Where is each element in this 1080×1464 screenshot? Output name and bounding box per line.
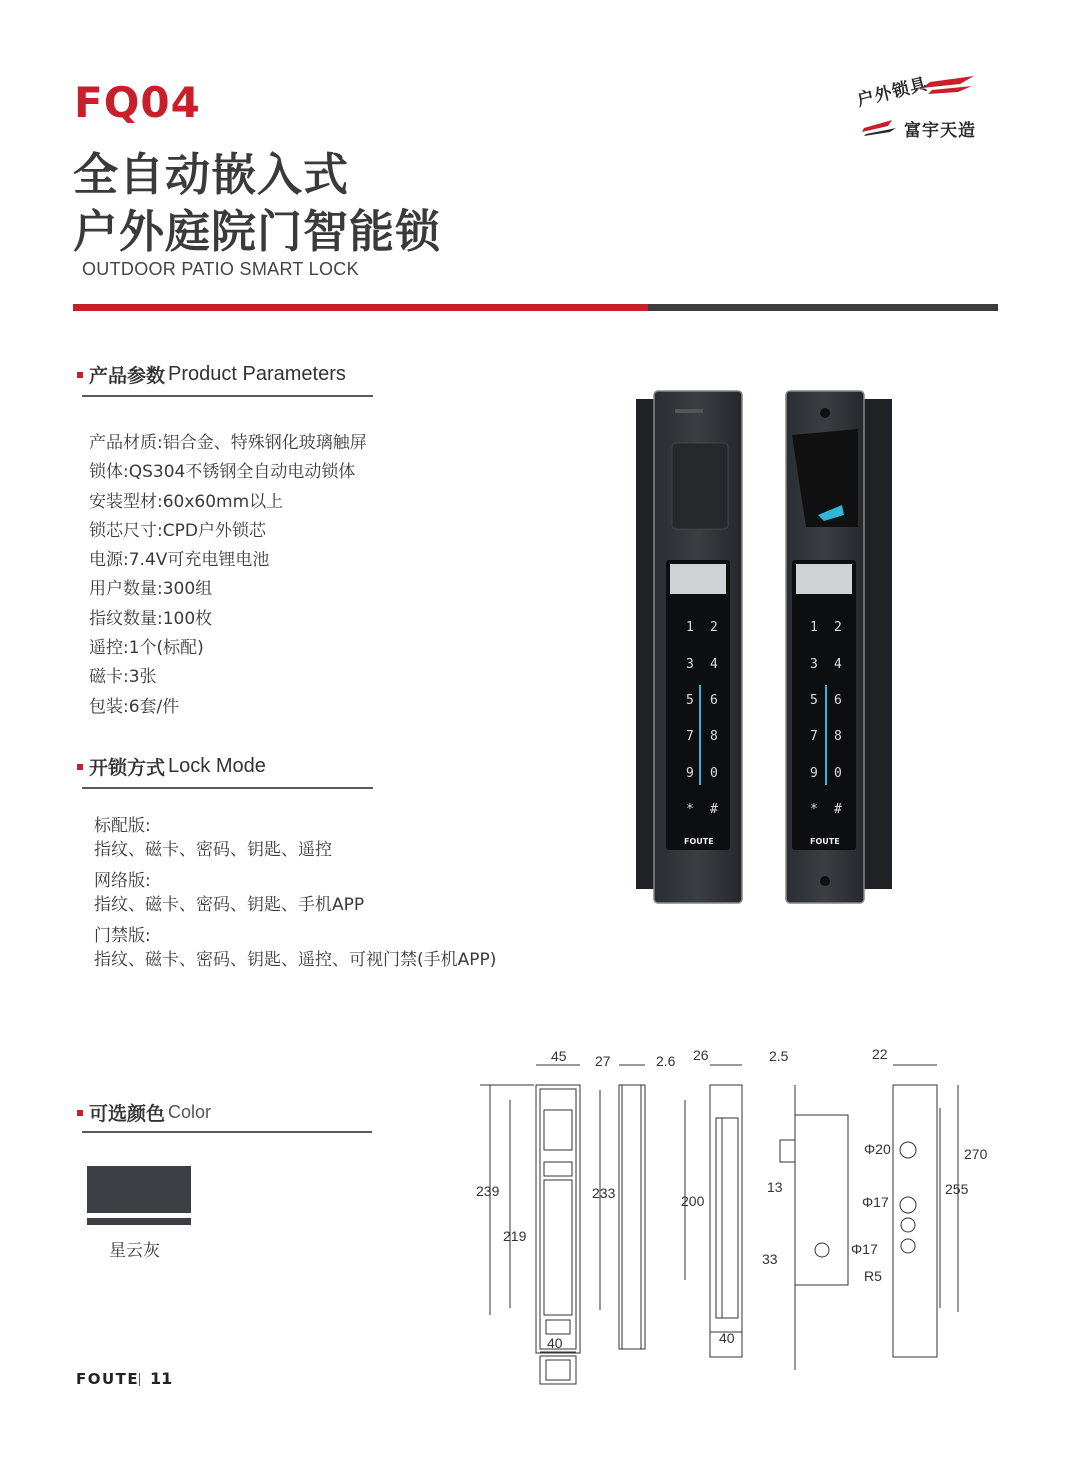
dim-plate-height-inner: 255	[945, 1181, 969, 1197]
key-star: *	[686, 802, 694, 817]
param-item: 指纹数量:100枚	[89, 608, 213, 629]
color-title-cn: 可选颜色	[89, 1103, 166, 1125]
model-number: FQ04	[74, 78, 201, 127]
lockmode-group	[94, 924, 496, 972]
key-hash: #	[710, 802, 718, 817]
page-number: 11	[150, 1369, 173, 1388]
product-image	[630, 385, 900, 910]
color-underline	[82, 1131, 372, 1133]
lockmode-underline	[82, 787, 373, 789]
key-3: 3	[686, 657, 694, 672]
dim-side-offset: 2.6	[656, 1053, 676, 1069]
lock-front-view	[636, 391, 742, 903]
color-section-heading	[77, 1099, 211, 1126]
param-item: 安装型材:60x60mm以上	[89, 491, 284, 512]
key-6-b: 6	[834, 693, 842, 708]
param-item: 遥控:1个(标配)	[89, 638, 204, 659]
dim-plate-height-outer: 270	[964, 1146, 988, 1162]
dim-body-13: 13	[767, 1179, 783, 1195]
dim-front-bottom-width: 40	[547, 1335, 563, 1351]
key-2: 2	[710, 620, 718, 635]
key-1: 1	[686, 620, 694, 635]
lockmode-desc: 指纹、磁卡、密码、钥匙、手机APP	[94, 895, 365, 915]
key-8-b: 8	[834, 729, 842, 744]
key-0-b: 0	[834, 766, 842, 781]
params-list	[89, 429, 367, 722]
bullet-square-icon	[77, 372, 83, 378]
key-5: 5	[686, 693, 694, 708]
dim-plate-width: 22	[872, 1046, 888, 1062]
dim-front-inner-height: 219	[503, 1228, 527, 1244]
dim-back-height: 200	[681, 1193, 705, 1209]
key-2-b: 2	[834, 620, 842, 635]
dim-back-width: 26	[693, 1047, 709, 1063]
key-0: 0	[710, 766, 718, 781]
params-underline	[82, 395, 373, 397]
key-3-b: 3	[810, 657, 818, 672]
params-section-heading	[77, 361, 346, 388]
product-brand-mark: FOUTE	[684, 837, 714, 846]
key-5-b: 5	[810, 693, 818, 708]
dim-body-33: 33	[762, 1251, 778, 1267]
params-title-en: Product Parameters	[168, 363, 346, 385]
param-item: 锁芯尺寸:CPD户外锁芯	[89, 520, 266, 541]
key-7: 7	[686, 729, 694, 744]
lockmode-group	[94, 869, 496, 917]
dim-side-depth: 27	[595, 1053, 611, 1069]
lockmode-desc: 指纹、磁卡、密码、钥匙、遥控、可视门禁(手机APP)	[94, 950, 497, 970]
dim-phi17b: Φ17	[851, 1241, 878, 1257]
page-title-line2: 户外庭院门智能锁	[73, 205, 442, 258]
key-4-b: 4	[834, 657, 842, 672]
key-7-b: 7	[810, 729, 818, 744]
brand-logo	[852, 72, 1002, 142]
lockmode-name: 网络版:	[94, 871, 151, 891]
divider-gray	[648, 304, 998, 311]
lockmode-name: 标配版:	[94, 816, 151, 836]
lockmode-list	[94, 814, 496, 979]
param-item: 锁体:QS304不锈钢全自动电动锁体	[89, 462, 356, 483]
footer-separator	[139, 1373, 140, 1386]
dim-body-offset: 2.5	[769, 1048, 789, 1064]
key-1-b: 1	[810, 620, 818, 635]
lockmode-name: 门禁版:	[94, 926, 151, 946]
bullet-square-icon	[77, 1110, 83, 1116]
key-6: 6	[710, 693, 718, 708]
dim-phi20: Φ20	[864, 1141, 891, 1157]
logo-text-2: 富宇天造	[904, 121, 976, 141]
param-item: 包装:6套/件	[89, 696, 180, 717]
color-swatch-label: 星云灰	[109, 1241, 160, 1261]
page-title-line1: 全自动嵌入式	[73, 148, 350, 201]
technical-drawings	[470, 1040, 1000, 1390]
logo-text-1: 户外锁具	[855, 74, 930, 111]
lockmode-desc: 指纹、磁卡、密码、钥匙、遥控	[94, 840, 332, 860]
lockmode-title-cn: 开锁方式	[89, 757, 166, 779]
param-item: 用户数量:300组	[89, 579, 213, 600]
param-item: 磁卡:3张	[89, 667, 157, 688]
lockmode-section-heading	[77, 753, 266, 780]
dim-front-width: 45	[551, 1048, 567, 1064]
dim-r5: R5	[864, 1268, 882, 1284]
dim-back-bottom-width: 40	[719, 1330, 735, 1346]
lockmode-group	[94, 814, 496, 862]
key-9-b: 9	[810, 766, 818, 781]
param-item: 电源:7.4V可充电锂电池	[89, 550, 270, 571]
bullet-square-icon	[77, 764, 83, 770]
lock-angled-view	[786, 391, 892, 903]
color-swatch	[87, 1166, 191, 1227]
color-title-en: Color	[168, 1102, 212, 1122]
footer-brand: FOUTE	[76, 1370, 140, 1388]
product-brand-mark-b: FOUTE	[810, 837, 840, 846]
dim-phi17a: Φ17	[862, 1194, 889, 1210]
param-item: 产品材质:铝合金、特殊钢化玻璃触屏	[89, 433, 367, 453]
dim-front-height: 239	[476, 1183, 500, 1199]
key-4: 4	[710, 657, 718, 672]
lockmode-title-en: Lock Mode	[168, 755, 266, 777]
page-subtitle: OUTDOOR PATIO SMART LOCK	[82, 259, 359, 279]
divider-red	[73, 304, 648, 311]
key-star-b: *	[810, 802, 818, 817]
key-hash-b: #	[834, 802, 842, 817]
dim-side-height: 233	[592, 1185, 616, 1201]
params-title-cn: 产品参数	[89, 365, 166, 387]
key-9: 9	[686, 766, 694, 781]
key-8: 8	[710, 729, 718, 744]
